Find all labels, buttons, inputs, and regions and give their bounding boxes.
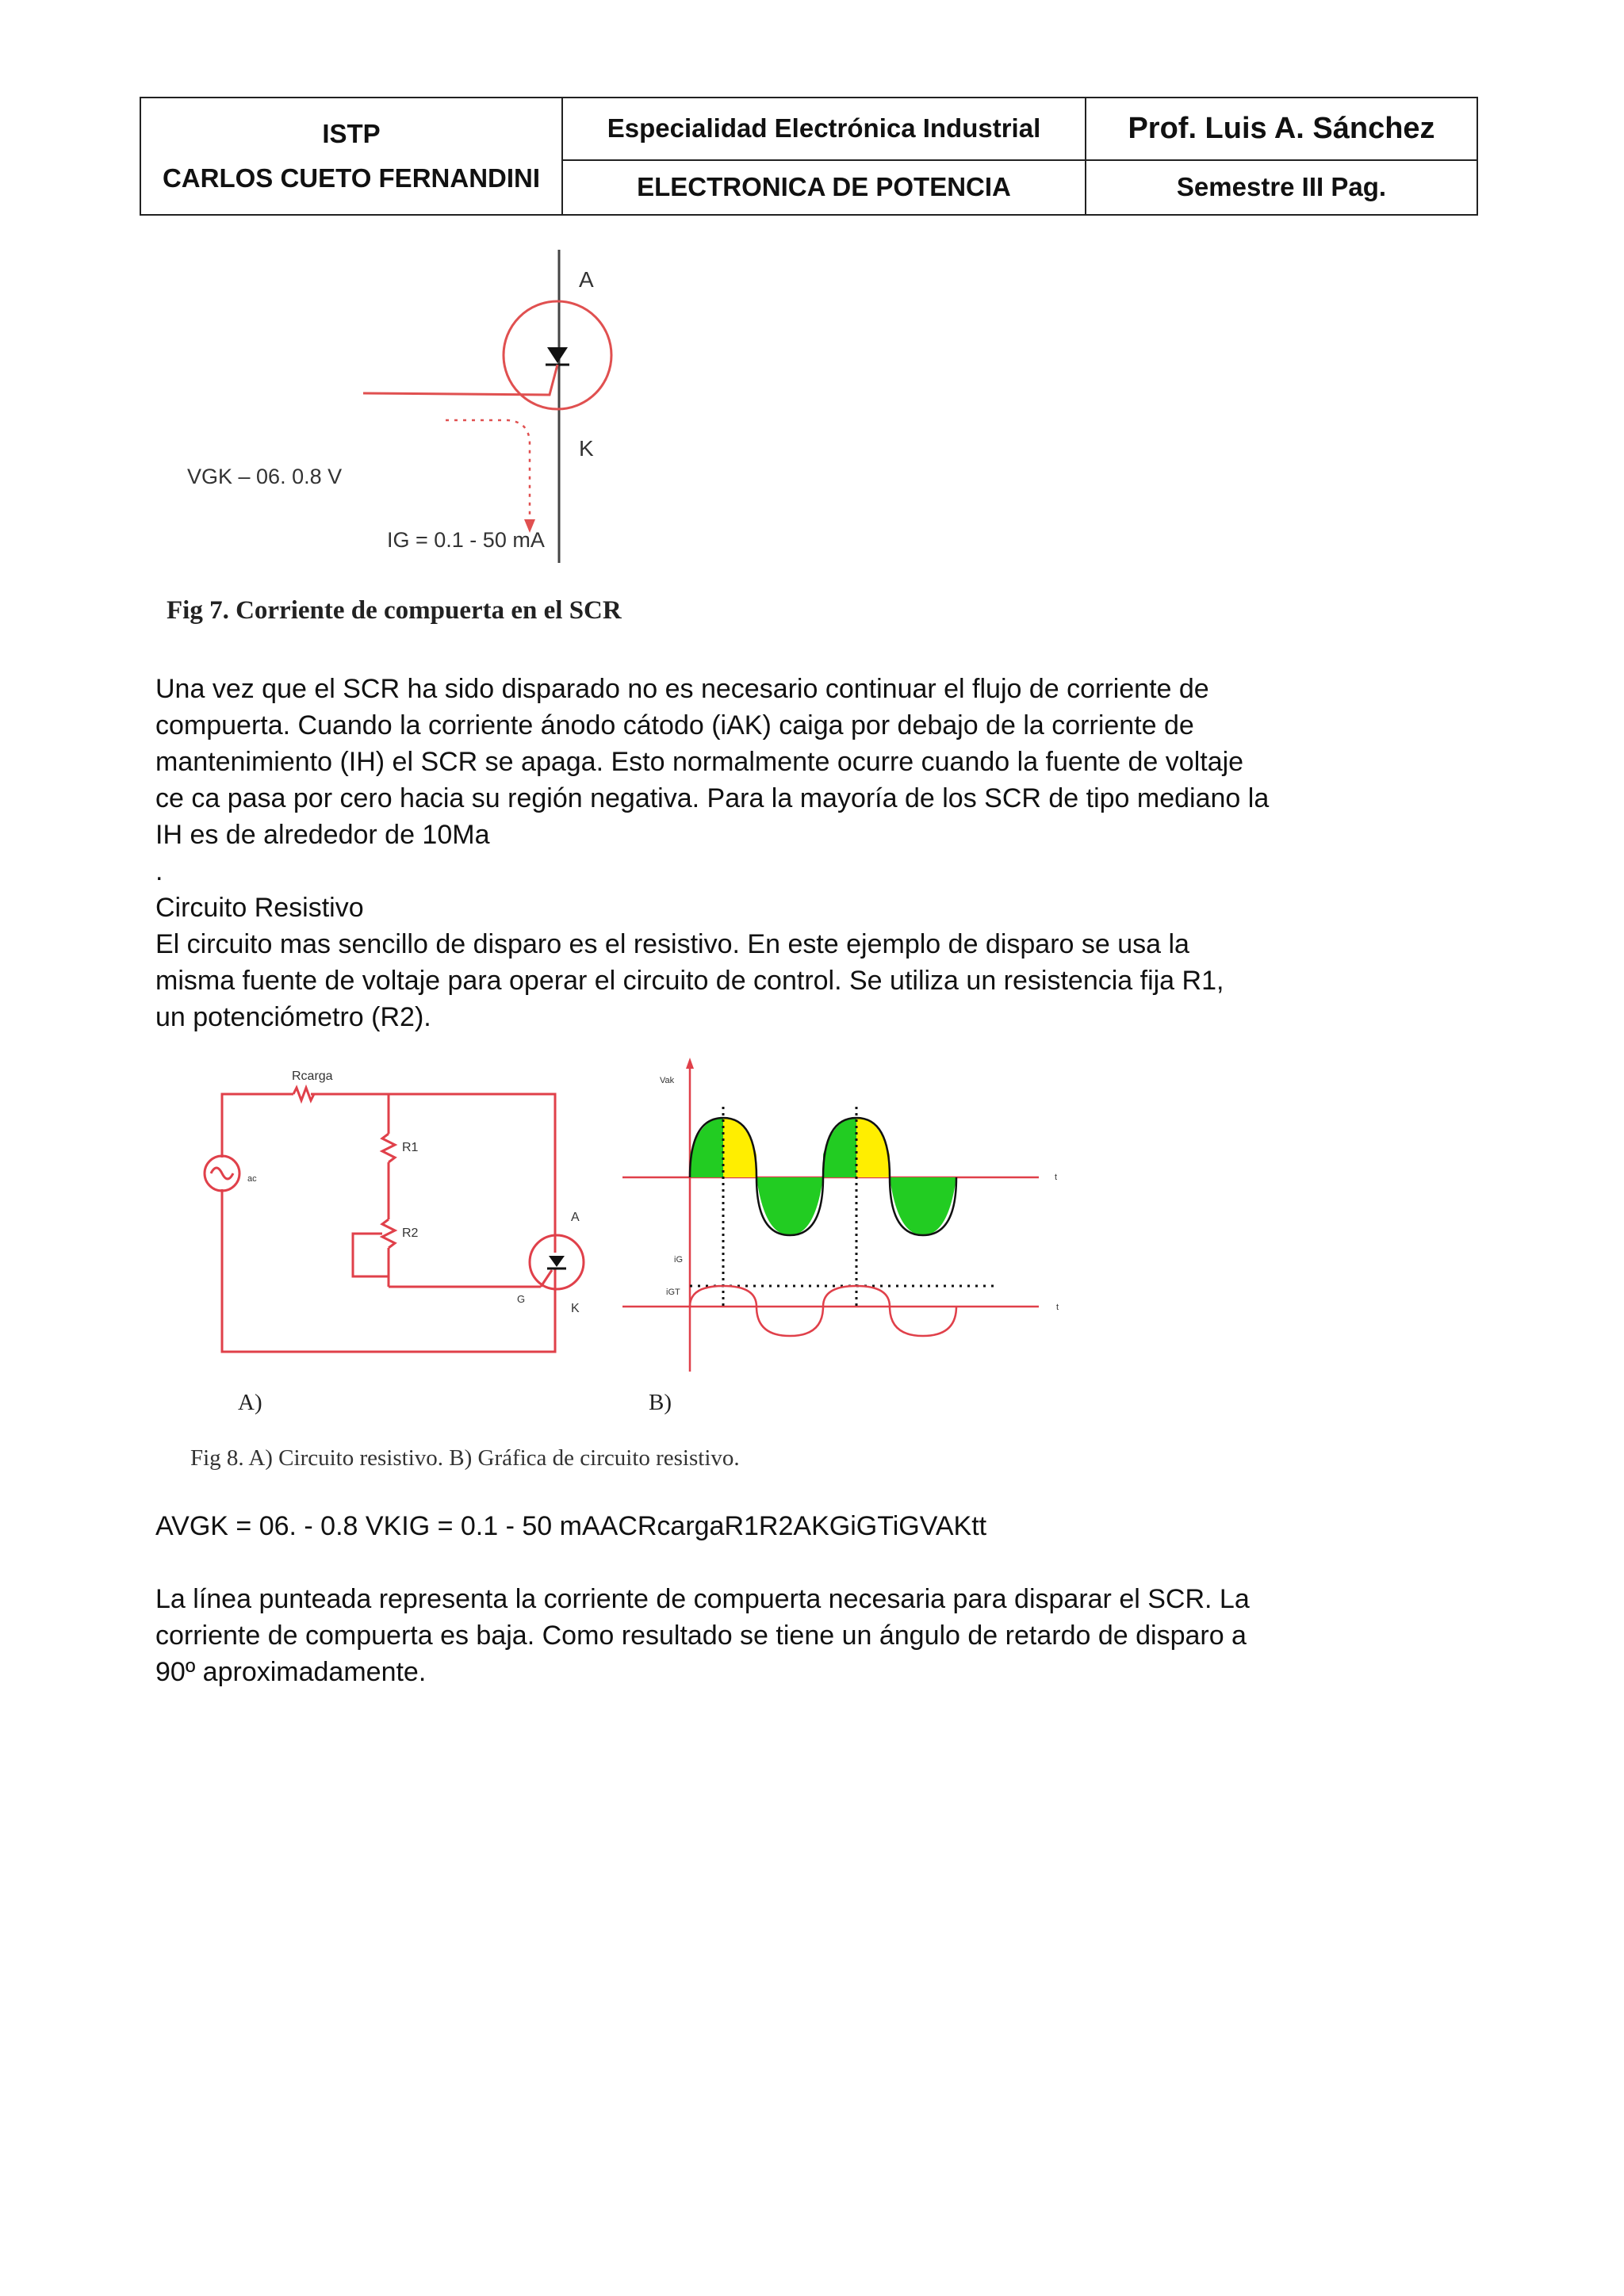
- school-name: CARLOS CUETO FERNANDINI: [162, 163, 541, 193]
- text-line: AVGK = 06. - 0.8 VKIG = 0.1 - 50 mAACRcargaR1R2AKGiGTiGVAKtt: [155, 1511, 987, 1541]
- text-line: Una vez que el SCR ha sido disparado no es necesario continuar el flujo de corriente de: [155, 674, 1209, 704]
- fig7-scr-diagram: [159, 246, 698, 634]
- r1-resistor: [382, 1134, 395, 1162]
- paragraph-dotted-line-explanation: [155, 1581, 1329, 1690]
- text-line: IH es de alrededor de 10Ma: [155, 820, 490, 850]
- ig-axis-label: iG: [674, 1255, 683, 1265]
- header-specialty: Especialidad Electrónica Industrial: [562, 98, 1086, 160]
- fig8a-label: A): [238, 1390, 262, 1415]
- ac-wave: [211, 1168, 233, 1179]
- green-fill: [890, 1177, 956, 1235]
- paragraph-formula: [155, 1508, 1329, 1544]
- cathode-label: K: [579, 436, 594, 461]
- ac-label: ac: [247, 1174, 257, 1184]
- school-label: ISTP: [322, 118, 381, 148]
- text-line: ce ca pasa por cero hacia su región negativa. Para la mayoría de los SCR de tipo mediano la: [155, 783, 1270, 813]
- header-table: [140, 97, 1475, 216]
- vak-label: Vak: [660, 1076, 675, 1085]
- yellow-fill: [856, 1118, 890, 1177]
- text-line: La línea punteada representa la corriente de compuerta necesaria para disparar el SCR. La: [155, 1584, 1250, 1614]
- gate-label: G: [517, 1293, 526, 1305]
- fig7-caption: Fig 7. Corriente de compuerta en el SCR: [167, 596, 622, 625]
- text-line: 90º aproximadamente.: [155, 1657, 427, 1687]
- text-line: mantenimiento (IH) el SCR se apaga. Esto normalmente ocurre cuando la fuente de voltaje: [155, 747, 1244, 777]
- cathode-label: K: [571, 1302, 580, 1315]
- time-label: t: [1055, 1173, 1058, 1182]
- header-semester: Semestre III Pag.: [1086, 160, 1477, 215]
- header-course: ELECTRONICA DE POTENCIA: [562, 160, 1086, 215]
- igt-label: iGT: [666, 1288, 680, 1297]
- text-line: misma fuente de voltaje para operar el circuito de control. Se utiliza un resistencia fija R1,: [155, 966, 1224, 996]
- text-line: compuerta. Cuando la corriente ánodo cátodo (iAK) caiga por debajo de la corriente de: [155, 710, 1194, 740]
- fig8b-label: B): [649, 1390, 672, 1415]
- r1-label: R1: [402, 1141, 419, 1154]
- rcarga-label: Rcarga: [292, 1070, 333, 1083]
- green-fill: [690, 1118, 723, 1177]
- anode-label: A: [579, 267, 594, 292]
- r2-potentiometer: [382, 1219, 395, 1248]
- text-line: corriente de compuerta es baja. Como resultado se tiene un ángulo de retardo de disparo a: [155, 1621, 1247, 1651]
- scr-diode-icon: [547, 347, 568, 363]
- paragraph-scr-turnoff: [155, 671, 1329, 1035]
- fig8-resistive-circuit: [174, 1054, 1086, 1483]
- ig-label: IG = 0.1 - 50 mA: [387, 528, 545, 552]
- gate-line: [363, 365, 557, 395]
- fig8-caption: Fig 8. A) Circuito resistivo. B) Gráfica de circuito resistivo.: [190, 1445, 740, 1471]
- green-fill: [823, 1118, 856, 1177]
- header-school-cell: [140, 98, 562, 215]
- vgk-label: VGK – 06. 0.8 V: [187, 465, 343, 488]
- y-axis-arrow: [686, 1058, 694, 1069]
- text-dot: .: [155, 856, 163, 886]
- wire: [222, 1094, 293, 1158]
- r2-label: R2: [402, 1226, 419, 1240]
- text-line: un potenciómetro (R2).: [155, 1002, 431, 1032]
- circuit-a: [205, 1088, 584, 1352]
- waveform-graph: [622, 1058, 1059, 1372]
- scr-triangle-icon: [549, 1256, 565, 1267]
- time-label: t: [1056, 1303, 1059, 1312]
- yellow-fill: [723, 1118, 756, 1177]
- pot-wiper: [353, 1234, 389, 1276]
- green-fill: [756, 1177, 823, 1235]
- gate-current-path: [446, 420, 530, 519]
- section-heading: Circuito Resistivo: [155, 893, 364, 923]
- ig-curve: [690, 1286, 956, 1336]
- text-line: El circuito mas sencillo de disparo es el resistivo. En este ejemplo de disparo se usa la: [155, 929, 1189, 959]
- header-professor: Prof. Luis A. Sánchez: [1086, 98, 1477, 160]
- scr-gate: [541, 1270, 552, 1287]
- wire: [311, 1094, 555, 1253]
- anode-label: A: [571, 1211, 580, 1224]
